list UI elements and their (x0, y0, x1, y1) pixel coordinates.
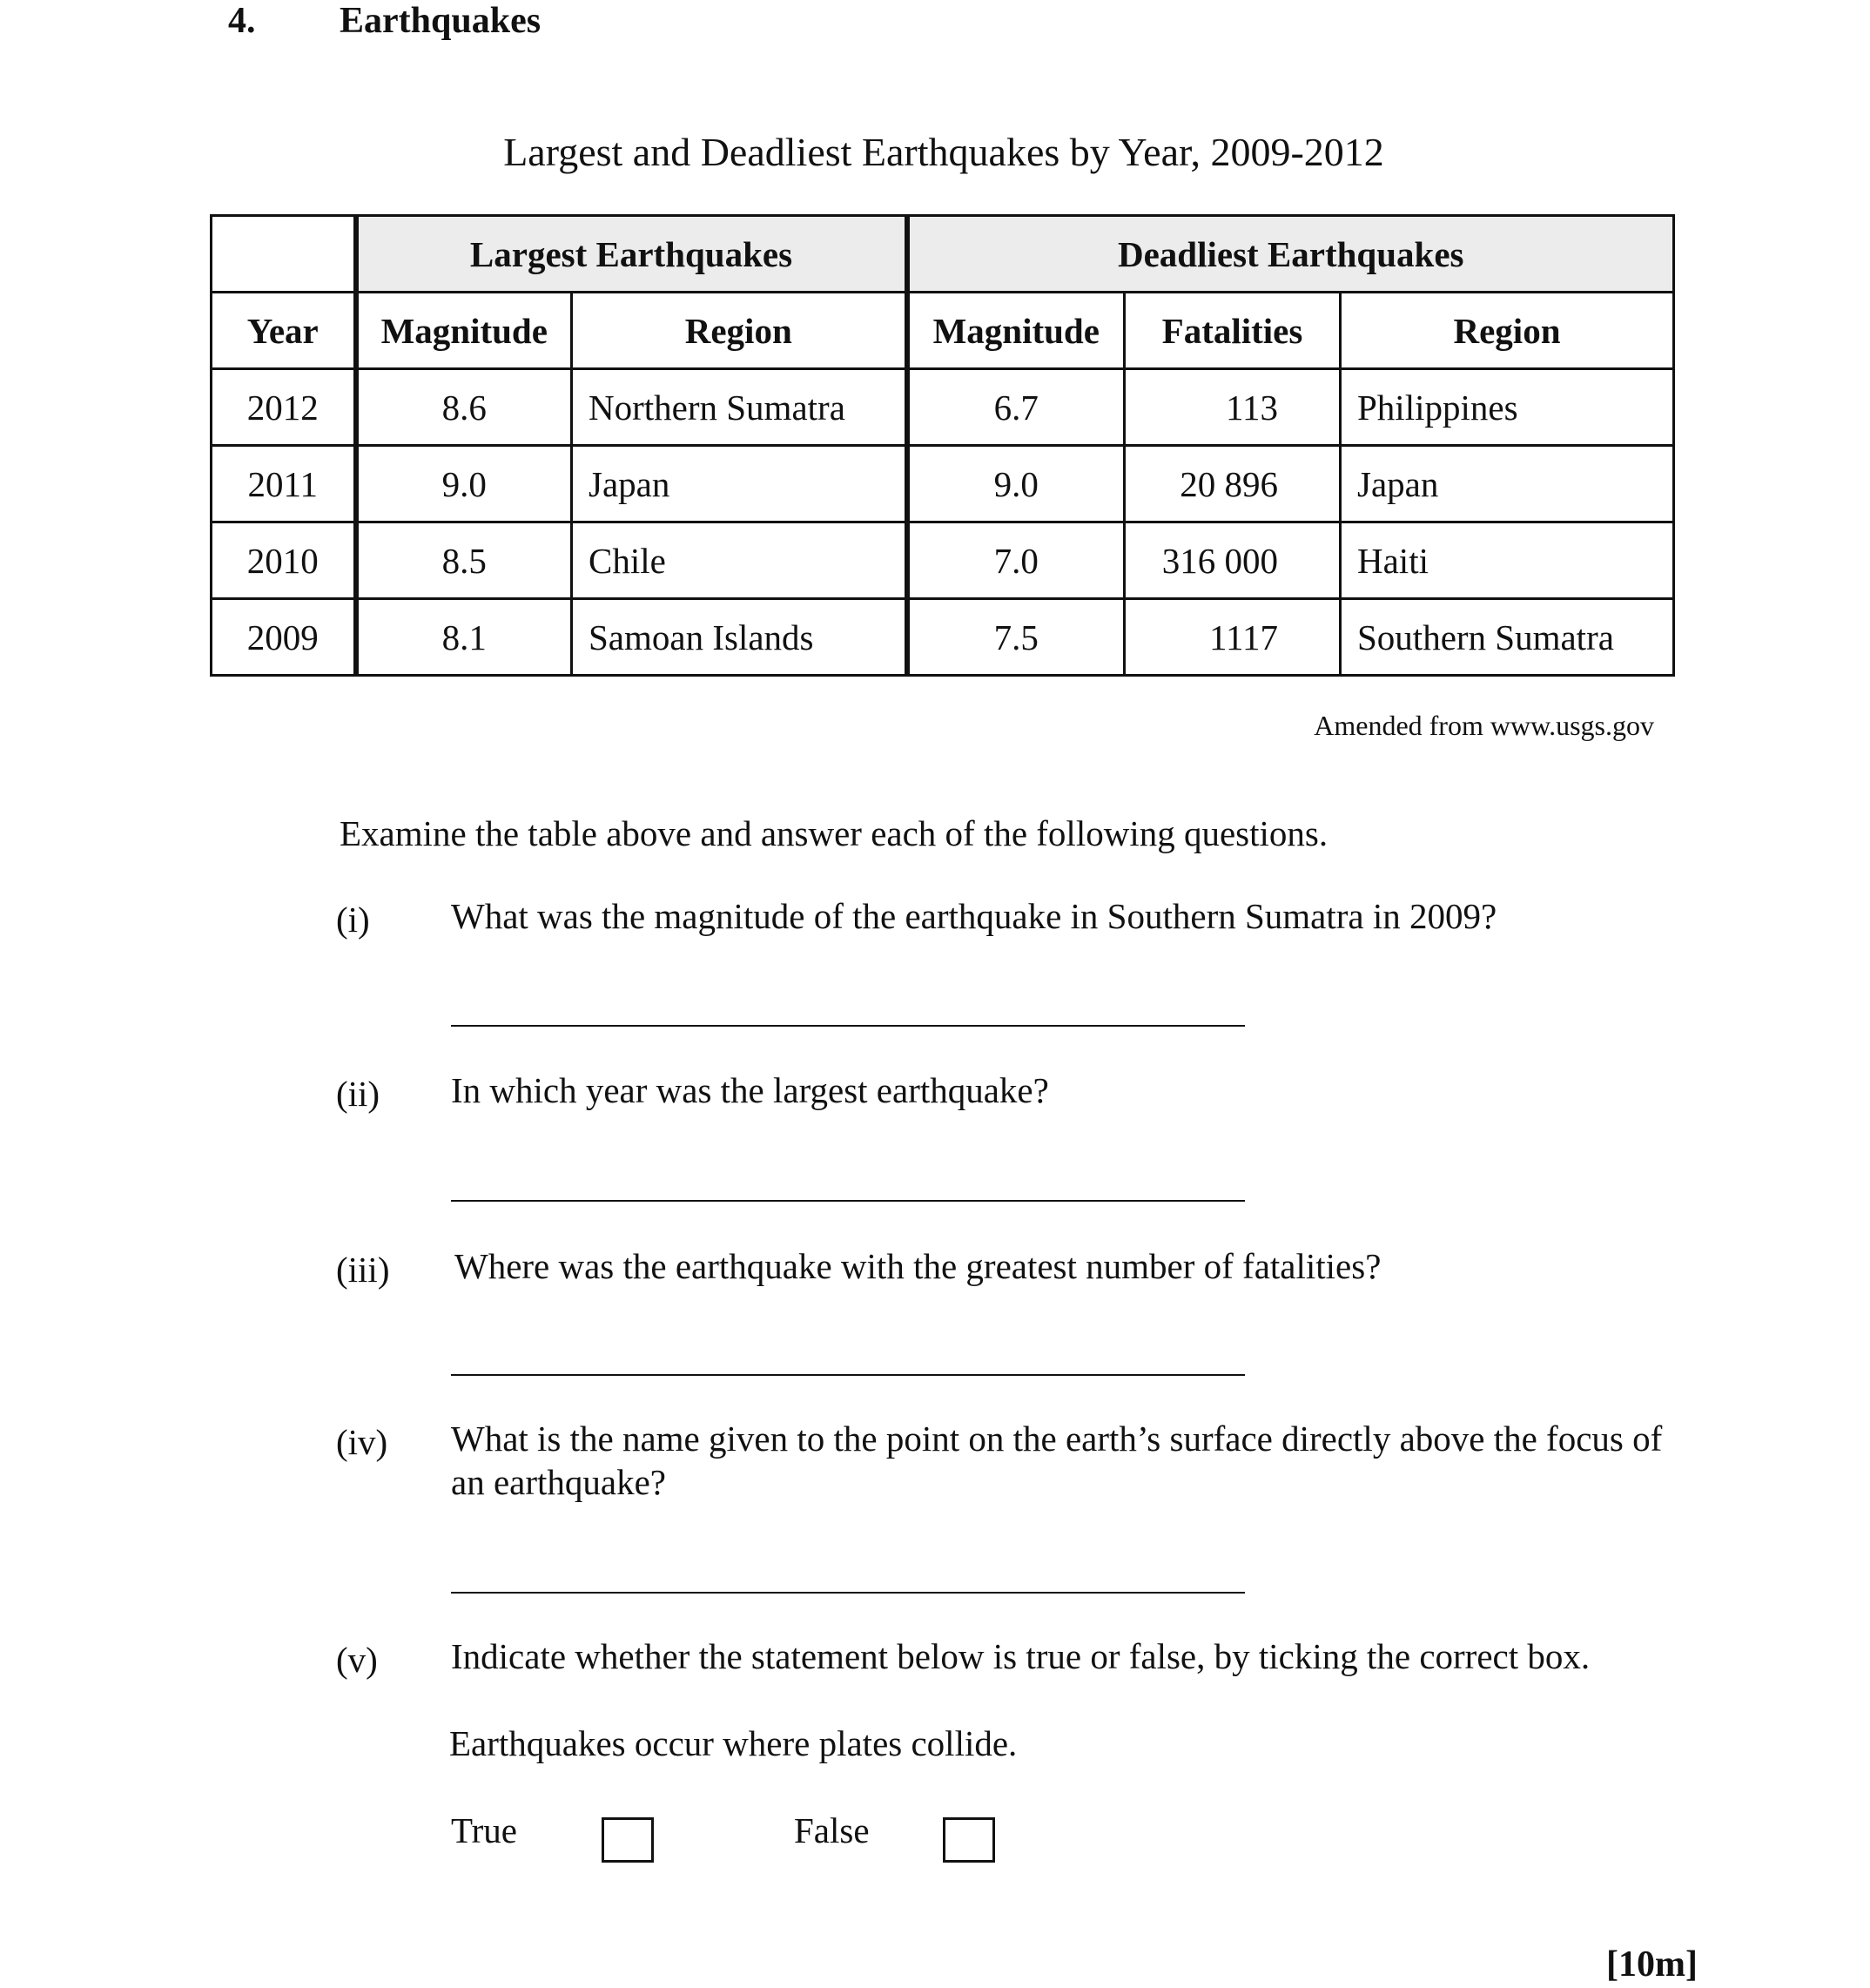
false-label: False (794, 1810, 870, 1850)
cell-fatalities: 113 (1125, 369, 1341, 446)
column-header-deadliest-magnitude: Magnitude (907, 293, 1125, 369)
cell-fatalities: 20 896 (1125, 446, 1341, 522)
cell-deadliest-magnitude: 9.0 (907, 446, 1125, 522)
part-label: (iv) (336, 1422, 388, 1462)
answer-line[interactable] (451, 1200, 1245, 1202)
true-label: True (451, 1810, 517, 1850)
marks-allocation: [10m] (1606, 1944, 1698, 1985)
cell-year: 2011 (212, 446, 356, 522)
part-label: (iii) (336, 1250, 390, 1290)
cell-fatalities: 316 000 (1125, 522, 1341, 599)
answer-line[interactable] (451, 1025, 1245, 1027)
cell-year: 2012 (212, 369, 356, 446)
part-question: What is the name given to the point on the earth’s surface directly above the focus of an earthquake? (451, 1419, 1663, 1502)
cell-largest-region: Northern Sumatra (572, 369, 907, 446)
earthquake-table (210, 214, 1675, 677)
table-title: Largest and Deadliest Earthquakes by Year, 2009-2012 (503, 130, 1384, 174)
table-row (212, 599, 1674, 676)
statement: Earthquakes occur where plates collide. (449, 1723, 1018, 1763)
column-header-largest-region: Region (572, 293, 907, 369)
part-question: Where was the earthquake with the greatest number of fatalities? (454, 1246, 1382, 1286)
question-title: Earthquakes (340, 1, 541, 41)
cell-deadliest-region: Japan (1341, 446, 1674, 522)
column-header-largest-magnitude: Magnitude (356, 293, 572, 369)
cell-deadliest-magnitude: 7.5 (907, 599, 1125, 676)
cell-largest-region: Japan (572, 446, 907, 522)
cell-year: 2010 (212, 522, 356, 599)
cell-largest-region: Chile (572, 522, 907, 599)
table-row (212, 446, 1674, 522)
cell-deadliest-magnitude: 6.7 (907, 369, 1125, 446)
part-label: (ii) (336, 1074, 380, 1114)
cell-largest-magnitude: 8.6 (356, 369, 572, 446)
table-row (212, 369, 1674, 446)
part-label: (i) (336, 900, 370, 940)
part-question: Indicate whether the statement below is true or false, by ticking the correct box. (451, 1636, 1591, 1676)
false-checkbox[interactable] (943, 1817, 995, 1863)
answer-line[interactable] (451, 1374, 1245, 1376)
table-row (212, 522, 1674, 599)
cell-largest-magnitude: 8.1 (356, 599, 572, 676)
cell-year: 2009 (212, 599, 356, 676)
question-number: 4. (228, 1, 256, 41)
cell-largest-region: Samoan Islands (572, 599, 907, 676)
cell-deadliest-region: Southern Sumatra (1341, 599, 1674, 676)
table-corner-cell (212, 216, 356, 293)
cell-fatalities: 1117 (1125, 599, 1341, 676)
cell-deadliest-magnitude: 7.0 (907, 522, 1125, 599)
answer-line[interactable] (451, 1592, 1245, 1594)
cell-largest-magnitude: 9.0 (356, 446, 572, 522)
group-header-largest: Largest Earthquakes (356, 216, 907, 293)
group-header-deadliest: Deadliest Earthquakes (907, 216, 1674, 293)
instructions: Examine the table above and answer each of the following questions. (340, 813, 1329, 853)
part-question: In which year was the largest earthquake? (451, 1070, 1049, 1110)
table-source-note: Amended from www.usgs.gov (1314, 710, 1654, 741)
column-header-fatalities: Fatalities (1125, 293, 1341, 369)
part-question: What was the magnitude of the earthquake in Southern Sumatra in 2009? (451, 896, 1497, 936)
part-label: (v) (336, 1640, 378, 1680)
cell-largest-magnitude: 8.5 (356, 522, 572, 599)
cell-deadliest-region: Philippines (1341, 369, 1674, 446)
cell-deadliest-region: Haiti (1341, 522, 1674, 599)
true-checkbox[interactable] (602, 1817, 654, 1863)
column-header-deadliest-region: Region (1341, 293, 1674, 369)
column-header-year: Year (212, 293, 356, 369)
